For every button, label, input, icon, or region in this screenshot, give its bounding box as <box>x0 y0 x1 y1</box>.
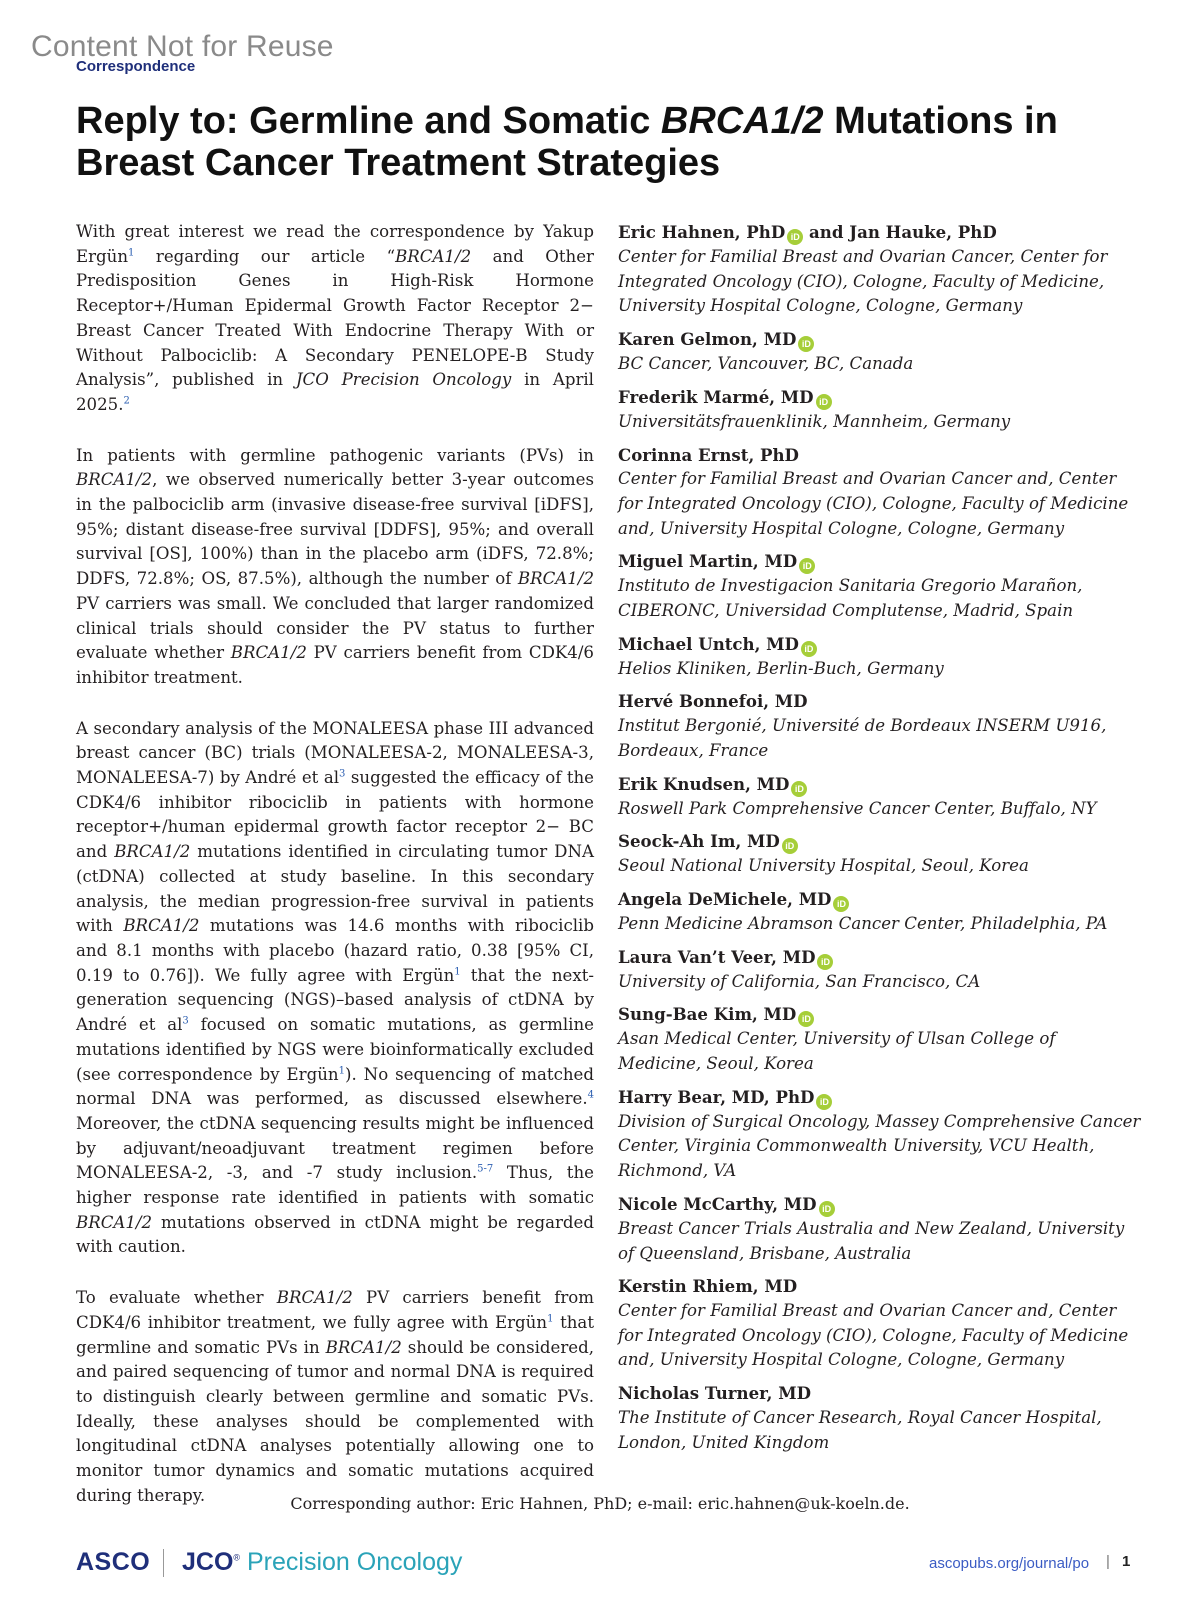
author-name: Karen Gelmon, MD <box>618 329 797 350</box>
text-run: With great interest we read the correspondence by Yakup Ergün <box>76 222 594 266</box>
text-run: regarding our article “ <box>134 246 396 266</box>
author-entry <box>618 443 1143 542</box>
gene-name: BRCA1/2 <box>230 643 307 663</box>
author-name: Eric Hahnen, PhD <box>618 222 786 242</box>
author-name: Seock-Ah Im, MD <box>618 831 780 852</box>
text-run: mutations was 14.6 months with ribociclib and 8.1 months with placebo (hazard ratio, 0.38 [95% CI, 0.19 to 0.76]). We fully agree with Ergün <box>76 916 594 985</box>
body-text <box>76 220 594 1534</box>
author-affiliation: Center for Familial Breast and Ovarian Cancer and, Center for Integrated Oncology (CIO), Cologne, Faculty of Medicine and, University Hospital Cologne, Cologne, Germany <box>618 469 1129 538</box>
author-affiliation: BC Cancer, Vancouver, BC, Canada <box>618 354 914 374</box>
gene-name: BRCA1/2 <box>76 1212 153 1232</box>
gene-name: BRCA1/2 <box>114 842 191 862</box>
author-name: Laura Van’t Veer, MD <box>618 946 816 967</box>
author-entry <box>618 549 1143 623</box>
author-name-line <box>618 632 1143 657</box>
author-name-suffix: and Jan Hauke, PhD <box>803 222 997 242</box>
author-name-line <box>618 1381 1143 1406</box>
author-name: Kerstin Rhiem, MD <box>618 1276 798 1297</box>
text-run: PV carriers was small. We concluded that larger randomized clinical trials should consider the PV status to further evaluate whether <box>76 593 594 663</box>
orcid-icon[interactable]: iD <box>798 336 814 352</box>
text-run: PV carriers benefit from CDK4/6 inhibitor treatment. <box>76 643 594 687</box>
orcid-icon[interactable]: iD <box>817 954 833 970</box>
author-name: Angela DeMichele, MD <box>618 888 832 909</box>
author-entry <box>618 772 1143 822</box>
author-affiliation: Universitätsfrauenklinik, Mannheim, Germany <box>618 411 1011 431</box>
reference-link[interactable]: 1 <box>128 247 135 259</box>
text-run: Thus, the higher response rate identified in patients with somatic <box>76 1163 594 1208</box>
text-run: In patients with germline pathogenic variants (PVs) in <box>76 445 594 465</box>
author-entry <box>618 327 1143 377</box>
author-name: Harry Bear, MD, PhD <box>618 1086 815 1107</box>
author-entry <box>618 945 1143 995</box>
author-name-line <box>618 220 1143 245</box>
author-name-line <box>618 385 1143 410</box>
body-paragraph <box>76 717 594 1260</box>
text-run: focused on somatic mutations, as germline mutations identified by NGS were bioinformatically excluded (see correspondence by Ergün <box>76 1015 594 1084</box>
author-affiliation: University of California, San Francisco, CA <box>618 971 981 991</box>
author-entry <box>618 1274 1143 1373</box>
gene-name: BRCA1/2 <box>517 569 594 589</box>
orcid-icon[interactable]: iD <box>816 394 832 410</box>
author-affiliation: The Institute of Cancer Research, Royal Cancer Hospital, London, United Kingdom <box>618 1407 1102 1452</box>
journal-logo-jco: JCO <box>182 1548 234 1576</box>
author-name-line <box>618 327 1143 352</box>
reference-link[interactable]: 1 <box>338 1064 345 1076</box>
text-run: mutations identified in circulating tumor DNA (ctDNA) collected at study baseline. In this secondary analysis, the median progression-free survival in patients with <box>76 842 594 936</box>
author-name: Frederik Marmé, MD <box>618 386 814 407</box>
author-name-line <box>618 772 1143 797</box>
text-run: in April 2025. <box>76 370 594 414</box>
author-name-line <box>618 689 1143 714</box>
author-name-line <box>618 887 1143 912</box>
author-name: Corinna Ernst, PhD <box>618 444 799 465</box>
orcid-icon[interactable]: iD <box>801 641 817 657</box>
text-run: A secondary analysis of the MONALEESA phase III advanced breast cancer (BC) trials (MONALEESA-2, MONALEESA-3, MONALEESA-7) by André et al <box>76 718 594 788</box>
author-affiliation: Institut Bergonié, Université de Bordeaux INSERM U916, Bordeaux, France <box>618 716 1107 760</box>
text-run: suggested the efficacy of the CDK4/6 inhibitor ribociclib in patients with hormone receptor+/human epidermal growth factor receptor 2− BC and <box>76 768 594 862</box>
journal-logo-name: Precision Oncology <box>247 1548 463 1576</box>
corresponding-author: Corresponding author: Eric Hahnen, PhD; e-mail: eric.hahnen@uk-koeln.de. <box>290 1494 910 1513</box>
author-entry <box>618 829 1143 879</box>
orcid-icon[interactable]: iD <box>799 558 815 574</box>
orcid-icon[interactable]: iD <box>791 781 807 797</box>
author-entry <box>618 1192 1143 1266</box>
text-run: that the next-generation sequencing (NGS)–based analysis of ctDNA by André et al <box>76 965 594 1035</box>
footer-divider <box>163 1549 164 1577</box>
journal-logo: JCO® Precision Oncology <box>182 1548 463 1576</box>
title-part2: Mutations in Breast Cancer Treatment Strategies <box>76 100 1058 184</box>
text-run: To evaluate whether <box>76 1288 277 1308</box>
gene-name: BRCA1/2 <box>76 470 153 490</box>
author-affiliation: Instituto de Investigacion Sanitaria Gregorio Marañon, CIBERONC, Universidad Complutense, Madrid, Spain <box>618 576 1083 621</box>
body-paragraph <box>76 220 594 418</box>
gene-name: BRCA1/2 <box>276 1288 353 1308</box>
author-name-line <box>618 1002 1143 1027</box>
article-title <box>76 100 1156 184</box>
author-entry <box>618 1085 1143 1184</box>
gene-name: JCO Precision Oncology <box>295 370 512 390</box>
asco-logo-text: ASCO <box>76 1548 151 1576</box>
gene-name: BRCA1/2 <box>325 1337 402 1357</box>
body-paragraph <box>76 1286 594 1508</box>
text-run: should be considered, and paired sequencing of tumor and normal DNA is required to distinguish clearly between germline and somatic PVs. Ideally, these analyses should be complemented with longitudinal ctDNA analyses potentially allowing one to monitor tumor dynamics and somatic mutations acquired during therapy. <box>76 1337 594 1505</box>
text-run: PV carriers benefit from CDK4/6 inhibitor treatment, we fully agree with Ergün <box>76 1288 594 1332</box>
author-name-line <box>618 549 1143 574</box>
orcid-icon[interactable]: iD <box>833 896 849 912</box>
author-name: Hervé Bonnefoi, MD <box>618 691 808 712</box>
reference-link[interactable]: 1 <box>547 1313 554 1325</box>
author-entry <box>618 220 1143 319</box>
orcid-icon[interactable]: iD <box>819 1201 835 1217</box>
title-part1: Reply to: Germline and Somatic <box>76 100 661 142</box>
footer-separator: | <box>1106 1553 1110 1570</box>
author-entry <box>618 1381 1143 1455</box>
author-list <box>618 220 1143 1463</box>
reference-link[interactable]: 1 <box>454 966 461 978</box>
section-label: Correspondence <box>76 58 196 75</box>
author-affiliation: Division of Surgical Oncology, Massey Comprehensive Cancer Center, Virginia Commonwealth University, VCU Health, Richmond, VA <box>618 1111 1141 1181</box>
author-entry <box>618 632 1143 682</box>
reference-link[interactable]: 4 <box>587 1089 594 1101</box>
orcid-icon[interactable]: iD <box>816 1094 832 1110</box>
reference-link[interactable]: 5-7 <box>477 1163 494 1175</box>
author-name: Michael Untch, MD <box>618 633 799 654</box>
text-run: that germline and somatic PVs in <box>76 1312 594 1357</box>
author-affiliation: Asan Medical Center, University of Ulsan College of Medicine, Seoul, Korea <box>618 1029 1056 1074</box>
author-name-line <box>618 829 1143 854</box>
author-affiliation: Roswell Park Comprehensive Cancer Center, Buffalo, NY <box>618 798 1097 818</box>
author-name-line <box>618 945 1143 970</box>
author-name: Erik Knudsen, MD <box>618 773 790 794</box>
author-name-line <box>618 1274 1143 1299</box>
asco-logo <box>76 1548 150 1577</box>
orcid-icon[interactable]: iD <box>787 229 803 245</box>
author-name-line <box>618 1192 1143 1217</box>
page-number: 1 <box>1122 1553 1131 1570</box>
title-gene: BRCA1/2 <box>660 100 824 142</box>
text-run: , we observed numerically better 3-year outcomes in the palbociclib arm (invasive disease-free survival [iDFS], 95%; distant disease-free survival [DDFS], 95%; and overall survival [OS], 100%) than in the placebo arm (iDFS, 72.8%; DDFS, 72.8%; OS, 87.5%), although the number of <box>76 470 594 589</box>
author-affiliation: Penn Medicine Abramson Cancer Center, Philadelphia, PA <box>618 913 1108 933</box>
author-entry <box>618 887 1143 937</box>
reference-link[interactable]: 3 <box>339 768 346 780</box>
author-affiliation: Center for Familial Breast and Ovarian Cancer, Center for Integrated Oncology (CIO), Cologne, Faculty of Medicine, University Hospital Cologne, Cologne, Germany <box>618 247 1108 316</box>
reference-link[interactable]: 2 <box>123 395 130 407</box>
author-affiliation: Breast Cancer Trials Australia and New Zealand, University of Queensland, Brisbane, Australia <box>618 1218 1125 1263</box>
author-name-line <box>618 1085 1143 1110</box>
journal-url-link[interactable]: ascopubs.org/journal/po <box>929 1555 1090 1572</box>
body-paragraph <box>76 444 594 691</box>
author-name: Sung-Bae Kim, MD <box>618 1004 797 1025</box>
author-entry <box>618 385 1143 435</box>
text-run: and Other Predisposition Genes in High-Risk Hormone Receptor+/Human Epidermal Growth Factor Receptor 2− Breast Cancer Treated With Endocrine Therapy With or Without Palbociclib: A Secondary PENELOPE-B Study Analysis”, published in <box>76 246 594 390</box>
author-name-line <box>618 443 1143 468</box>
author-name: Nicole McCarthy, MD <box>618 1193 817 1214</box>
watermark: Content Not for Reuse <box>31 30 334 63</box>
text-run: Moreover, the ctDNA sequencing results might be influenced by adjuvant/neoadjuvant treatment regimen before MONALEESA-2, -3, and -7 study inclusion. <box>76 1113 594 1183</box>
author-affiliation: Center for Familial Breast and Ovarian Cancer and, Center for Integrated Oncology (CIO), Cologne, Faculty of Medicine and, University Hospital Cologne, Cologne, Germany <box>618 1300 1129 1370</box>
gene-name: BRCA1/2 <box>123 916 200 936</box>
author-affiliation: Helios Kliniken, Berlin-Buch, Germany <box>618 658 944 678</box>
text-run: ). No sequencing of matched normal DNA was performed, as discussed elsewhere. <box>76 1064 594 1109</box>
reference-link[interactable]: 3 <box>182 1015 189 1027</box>
author-name: Nicholas Turner, MD <box>618 1383 811 1404</box>
author-entry <box>618 1002 1143 1076</box>
author-affiliation: Seoul National University Hospital, Seoul, Korea <box>618 856 1029 876</box>
text-run: mutations observed in ctDNA might be regarded with caution. <box>76 1212 594 1257</box>
author-name: Miguel Martin, MD <box>618 551 798 572</box>
orcid-icon[interactable]: iD <box>782 838 798 854</box>
author-entry <box>618 689 1143 763</box>
gene-name: BRCA1/2 <box>395 246 472 266</box>
orcid-icon[interactable]: iD <box>798 1011 814 1027</box>
